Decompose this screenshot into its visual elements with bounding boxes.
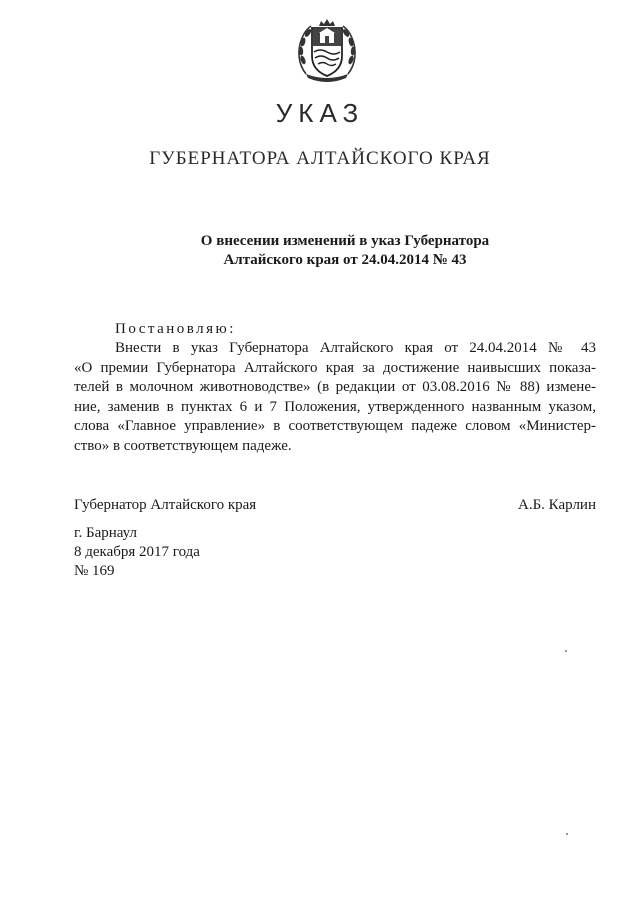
subject-line: Алтайского края от 24.04.2014 № 43 (223, 252, 467, 268)
body-line: ние, заменив в пунктах 6 и 7 Положения, утвержденного названным указом, (74, 398, 596, 415)
decree-word: Постановляю: (115, 321, 236, 337)
body-line: Внести в указ Губернатора Алтайского края от 24.04.2014 № 43 (115, 340, 596, 356)
issuer-heading: ГУБЕРНАТОРА АЛТАЙСКОГО КРАЯ (149, 148, 491, 169)
place-date-number (74, 524, 200, 581)
body-line: слова «Главное управление» в соответствующем падеже словом «Министер- (74, 418, 596, 434)
body-line: «О премии Губернатора Алтайского края за достижение наивысших показа- (74, 359, 596, 376)
date: 8 декабря 2017 года (74, 544, 200, 560)
signer-title: Губернатор Алтайского края (74, 497, 257, 513)
coat-of-arms-emblem (292, 16, 362, 86)
city: г. Барнаул (74, 525, 137, 541)
document-subject (150, 232, 540, 270)
document-type-heading: УКАЗ (275, 98, 365, 128)
document-number: № 169 (74, 563, 115, 579)
signer-name: А.Б. Карлин (517, 497, 596, 513)
body-line: телей в молочном животноводстве» (в редакции от 03.08.2016 № 88) измене- (74, 379, 596, 395)
body-line: ство» в соответствующем падеже. (74, 437, 292, 454)
scan-speck (565, 650, 567, 652)
body-paragraph (74, 339, 596, 456)
subject-line: О внесении изменений в указ Губернатора (200, 233, 490, 249)
scan-speck (566, 833, 568, 835)
